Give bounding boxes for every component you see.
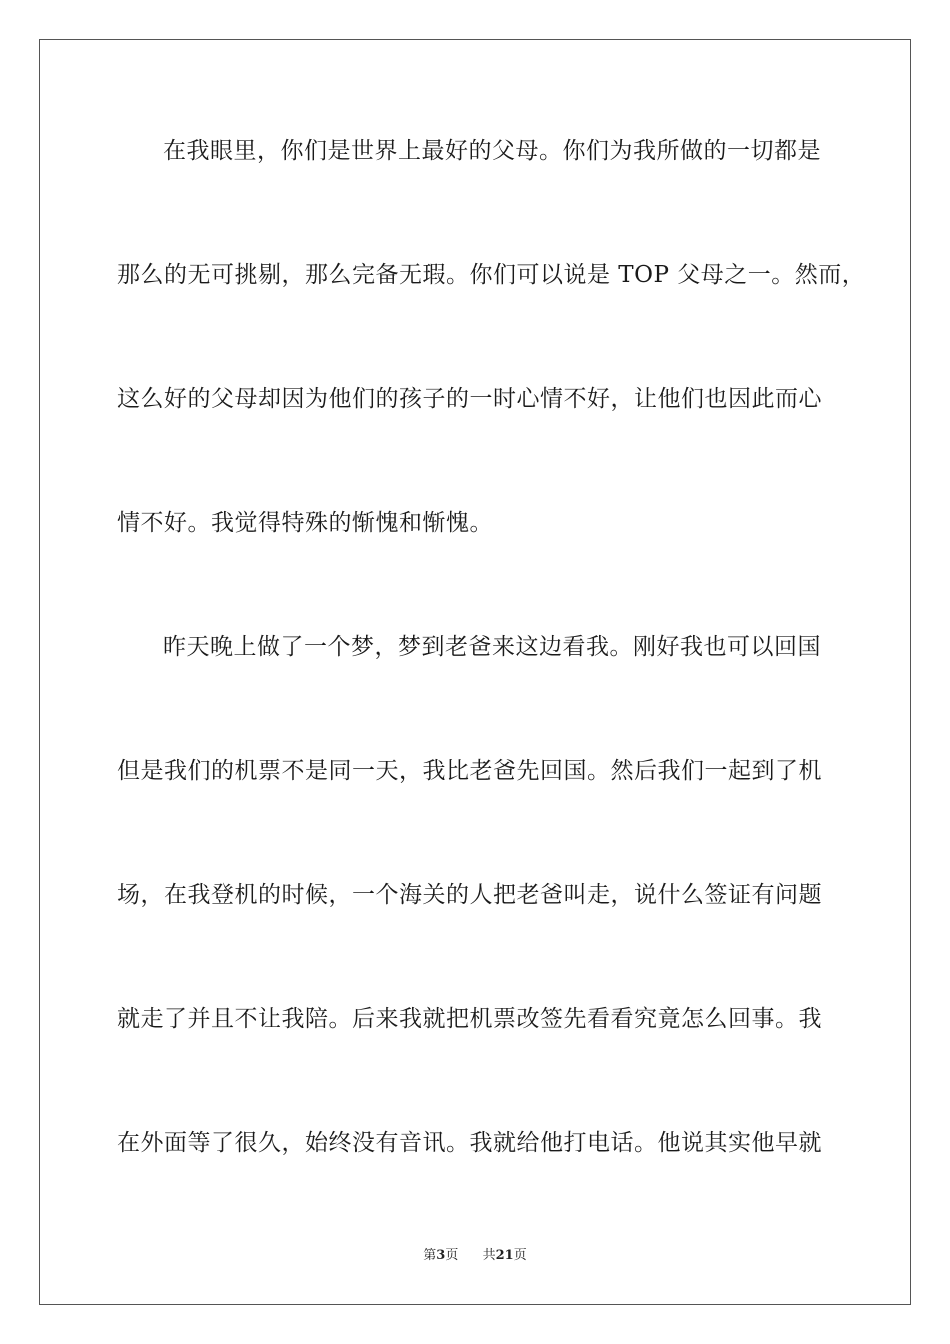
total-pages-number: 21 [495, 1248, 514, 1263]
current-page-number: 3 [436, 1248, 446, 1263]
paragraph-1-line-2: 那么的无可挑剔，那么完备无瑕。你们可以说是 TOP 父母之一。然而， [117, 262, 866, 288]
paragraph-2-line-1: 昨天晚上做了一个梦，梦到老爸来这边看我。刚好我也可以回国 [163, 634, 821, 660]
page-border [39, 39, 911, 1305]
paragraph-2-line-3: 场，在我登机的时候，一个海关的人把老爸叫走，说什么签证有问题 [117, 882, 822, 908]
paragraph-2-line-4: 就走了并且不让我陪。后来我就把机票改签先看看究竟怎么回事。我 [117, 1006, 822, 1032]
paragraph-2-line-2: 但是我们的机票不是同一天，我比老爸先回国。然后我们一起到了机 [117, 758, 822, 784]
page-footer [0, 1247, 950, 1265]
paragraph-1-line-1: 在我眼里，你们是世界上最好的父母。你们为我所做的一切都是 [163, 138, 821, 164]
page-prefix: 第 [423, 1248, 437, 1263]
paragraph-1-line-4: 情不好。我觉得特殊的惭愧和惭愧。 [117, 510, 493, 536]
total-suffix: 页 [513, 1248, 527, 1263]
total-pages-indicator [483, 1248, 527, 1263]
total-prefix: 共 [482, 1248, 496, 1263]
paragraph-2-line-5: 在外面等了很久，始终没有音讯。我就给他打电话。他说其实他早就 [117, 1130, 822, 1156]
page-suffix: 页 [445, 1248, 459, 1263]
page-indicator [423, 1248, 462, 1263]
paragraph-1-line-3: 这么好的父母却因为他们的孩子的一时心情不好，让他们也因此而心 [117, 386, 822, 412]
